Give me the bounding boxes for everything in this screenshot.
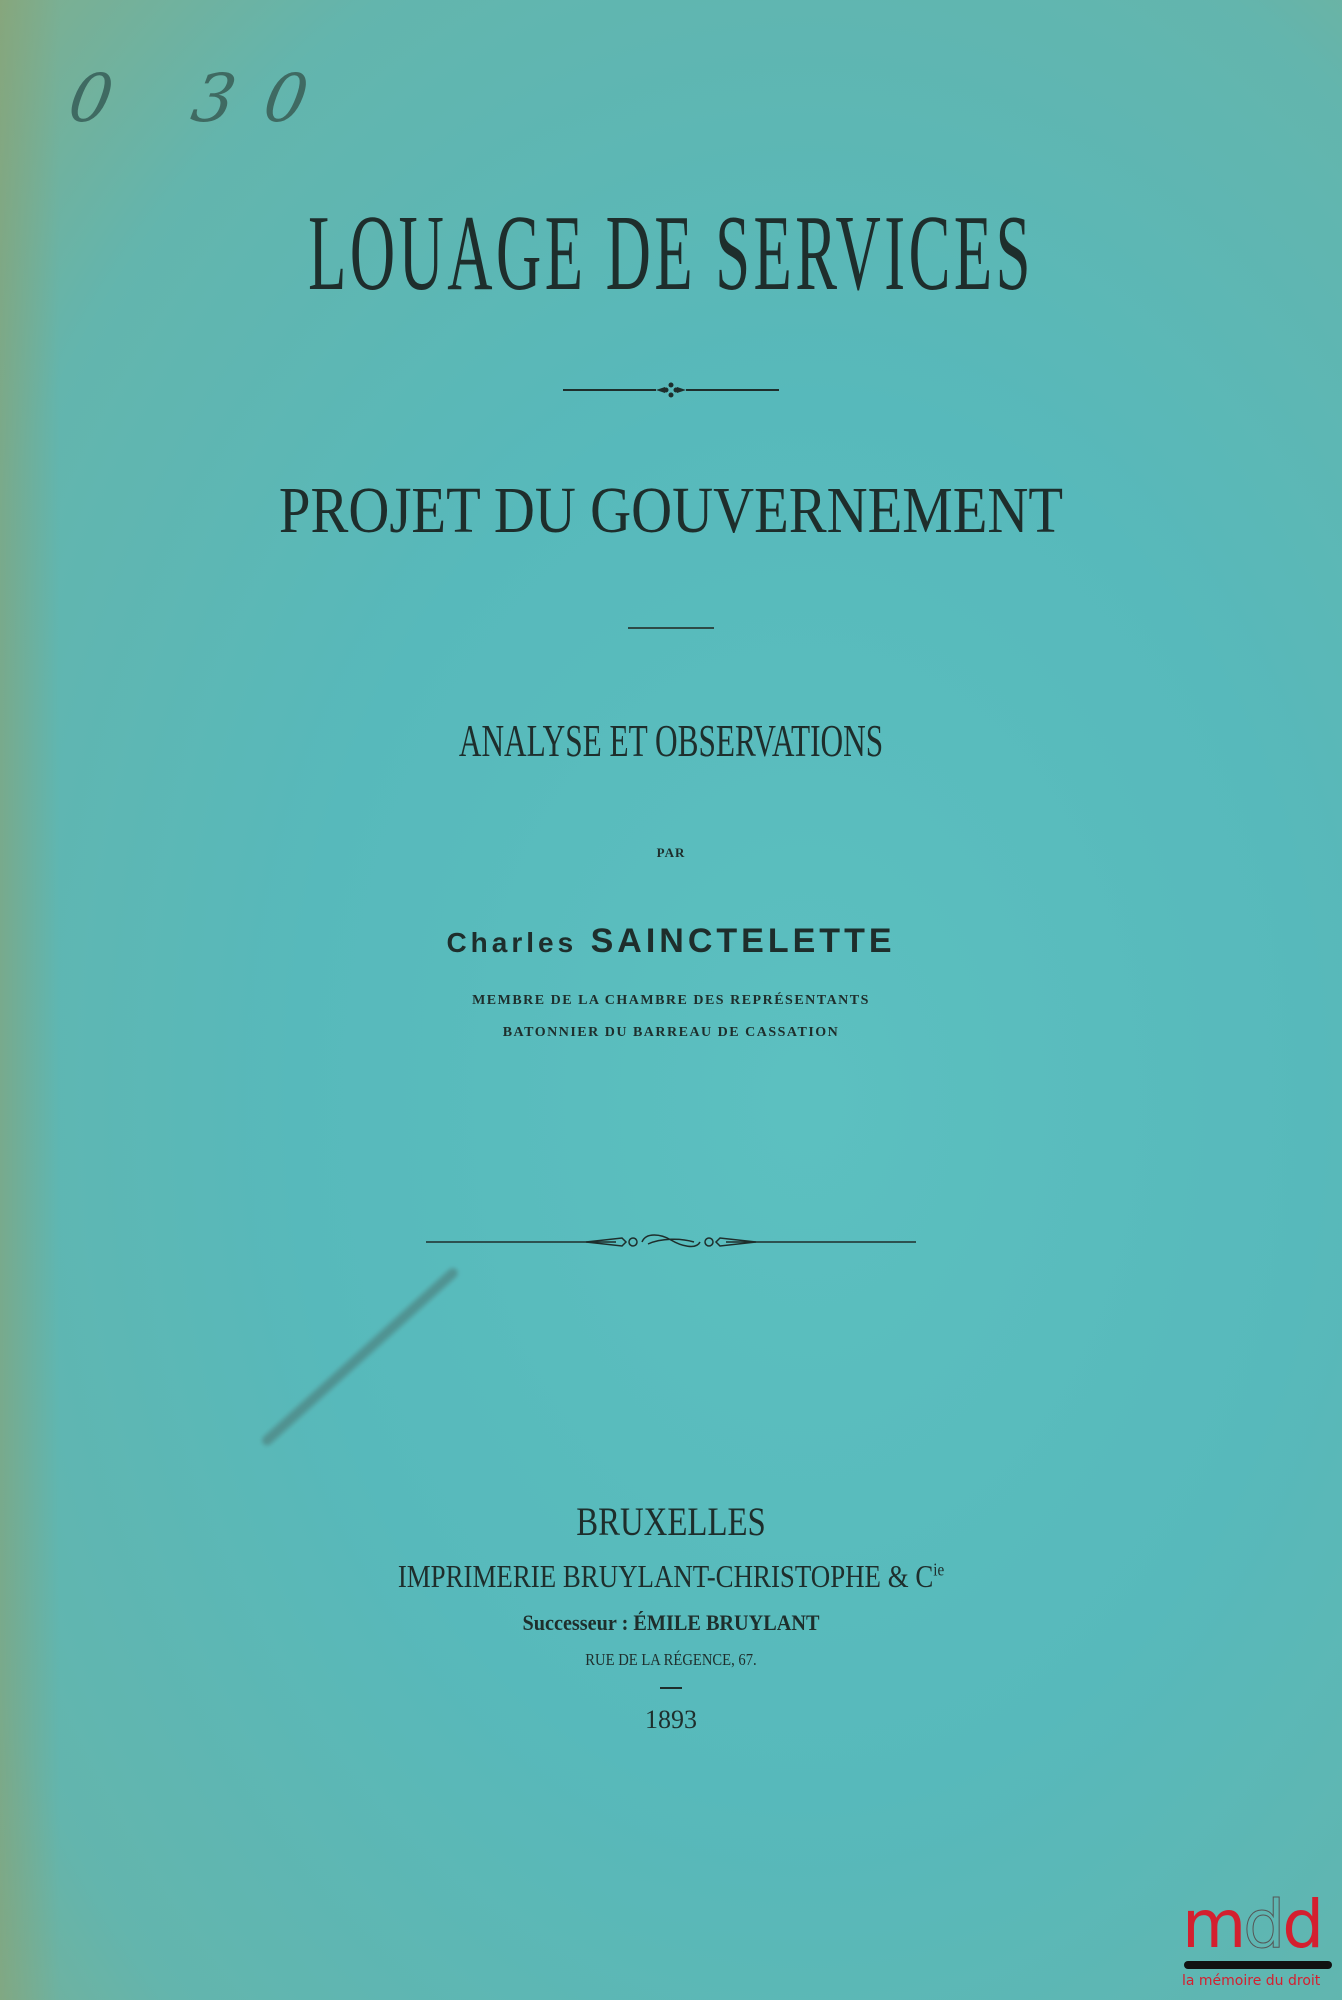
- logo-tagline: la mémoire du droit: [1182, 1973, 1321, 1989]
- ornament-divider-small: [0, 380, 1342, 404]
- mdd-watermark-logo: [1182, 1886, 1342, 1989]
- author-first-name: Charles: [446, 927, 578, 958]
- pencil-mark: [260, 1266, 460, 1447]
- author-name: [0, 922, 1342, 961]
- printer-name: IMPRIMERIE BRUYLANT-CHRISTOPHE & C: [397, 1558, 934, 1594]
- short-rule: [0, 627, 1342, 629]
- publication-year: 1893: [645, 1705, 697, 1734]
- document-title: LOUAGE DE SERVICES: [308, 194, 1034, 313]
- imprint-successor: Successeur : ÉMILE BRUYLANT: [522, 1610, 820, 1635]
- author-role-1: MEMBRE DE LA CHAMBRE DES REPRÉSENTANTS: [472, 993, 870, 1008]
- imprint-address: RUE DE LA RÉGENCE, 67.: [585, 1650, 757, 1669]
- section-heading: ANALYSE ET OBSERVATIONS: [458, 715, 884, 766]
- imprint-city: BRUXELLES: [576, 1499, 766, 1544]
- author-role-2: BATONNIER DU BARREAU DE CASSATION: [502, 1025, 840, 1040]
- short-dash: [0, 1687, 1342, 1689]
- document-subtitle: PROJET DU GOUVERNEMENT: [278, 474, 1064, 547]
- author-last-name: SAINCTELETTE: [590, 922, 896, 960]
- by-label: PAR: [656, 845, 686, 860]
- imprint-printer: [107, 1560, 1234, 1592]
- ornament-divider-large: [0, 1230, 1342, 1258]
- mdd-logo-icon: mdd: [1182, 1886, 1322, 1963]
- handwritten-note: 0 30: [63, 60, 344, 137]
- printer-suffix: ie: [933, 1559, 945, 1580]
- scroll-flourish-icon: [426, 1230, 916, 1254]
- flourish-icon: [561, 380, 781, 400]
